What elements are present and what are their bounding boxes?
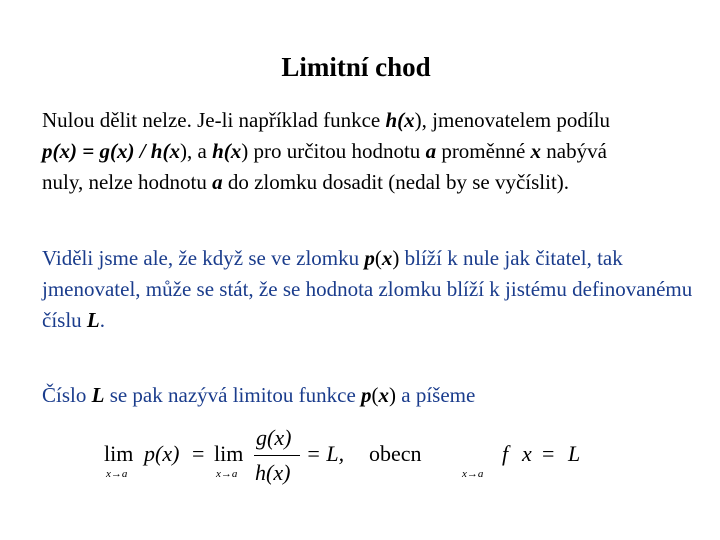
formula-L: L	[568, 441, 581, 466]
lim-operator-1: lim	[104, 441, 134, 466]
formula-x: x	[522, 441, 532, 466]
fraction-line	[254, 455, 300, 456]
formula-equals-1: =	[192, 441, 205, 466]
formula-equals-2: =	[542, 441, 555, 466]
fraction-denominator: h(x)	[255, 460, 291, 485]
formula-f: f	[502, 441, 509, 466]
lim-operator-2: lim	[214, 441, 244, 466]
paragraph-limit-definition: Číslo L se pak nazývá limitou funkce p(x) a píšeme	[42, 383, 476, 407]
paragraph-limit-idea: Viděli jsme ale, že když se ve zlomku p(x) blíží k nule jak čitatel, tak jmenovatel, může se stát, že se hodnota zlomku blíží k jistému definovanému číslu L.	[42, 246, 693, 332]
fraction-numerator: g(x)	[256, 425, 292, 450]
formula-obecn: obecn	[369, 441, 422, 466]
page-title: Limitní chod	[281, 52, 431, 82]
paragraph-division-by-zero: Nulou dělit nelze. Je-li například funkce h(x), jmenovatelem podílu p(x) = g(x) / h(x), a h(x) pro určitou hodnotu a proměnné x nabývá nuly, nelze hodnotu a do zlomku dosadit (nedal by se vyčíslit).	[42, 108, 611, 194]
limit-formula	[104, 425, 604, 495]
lim-subscript-2: x→a	[216, 468, 238, 480]
lim-subscript-1: x→a	[106, 468, 128, 480]
lim-subscript-3: x→a	[462, 468, 484, 480]
formula-px: p(x)	[144, 441, 180, 466]
formula-equals-L: = L,	[306, 441, 345, 466]
